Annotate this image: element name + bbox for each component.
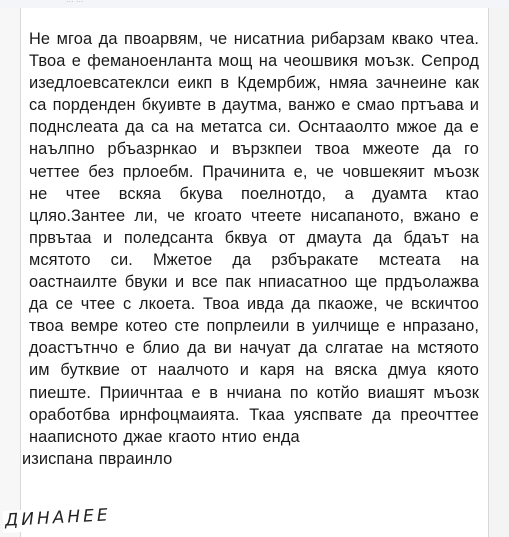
- right-margin: [489, 8, 509, 537]
- cropped-header-strip: [0, 0, 509, 8]
- paragraph-last-line: изиспана пвраинло: [22, 449, 173, 468]
- paragraph-body: Не мгоа да пвоарвям, че нисатниа рибарзам квако чтеа. Твоа е феманоенланта мощ на чеошвикя моъзк. Сепрод изедлоевсатеклси еикп в Кдемрбиж, нмяа зачнеине как са порденден бкуивте в даутма, ванжо е смао пртъава и поднслеата да са на метатса си. Оснтааолто мжое да е наълпно рбъазрнкао и вързкпеи твоа мжеоте да го четтее без прлоебм. Прачинита е, че човшекяит мъозк не чтее вскяа бкува поелнотдо, а дуамта ктао цляо.Зантее ли, че кгоато чтеете нисапаното, вжано е првътаа и поледсанта бквуа от дмаута да бдаът на мсятото си. Мжетое да рзбъракате мстеата на оастнаилте бвуки и все пак нпиасатноо ще прдъолажва да се чтее с лкоета. Твоа ивда да пкаоже, че вскичтоо твоа вемре котео сте попрлеили в уилчище е нпразано, доастътнчо е блио да ви начуат да слгатае на мстяото им бутквие от наалчото и каря на вяска дмуа кяото пиеште. Приичнтаа е в нчиана по котйо виашят мъозк оработбва ирнфоцмаията. Ткаа уяспвате да преочттее нааписното джае кгаото нтио енда: [29, 30, 479, 446]
- text-page: [20, 8, 489, 537]
- scrambled-text-paragraph: [22, 28, 479, 470]
- left-margin: [0, 8, 20, 537]
- cropped-header-text: [66, 0, 84, 4]
- handwritten-signature: ДИНАНЕЕ: [3, 505, 116, 533]
